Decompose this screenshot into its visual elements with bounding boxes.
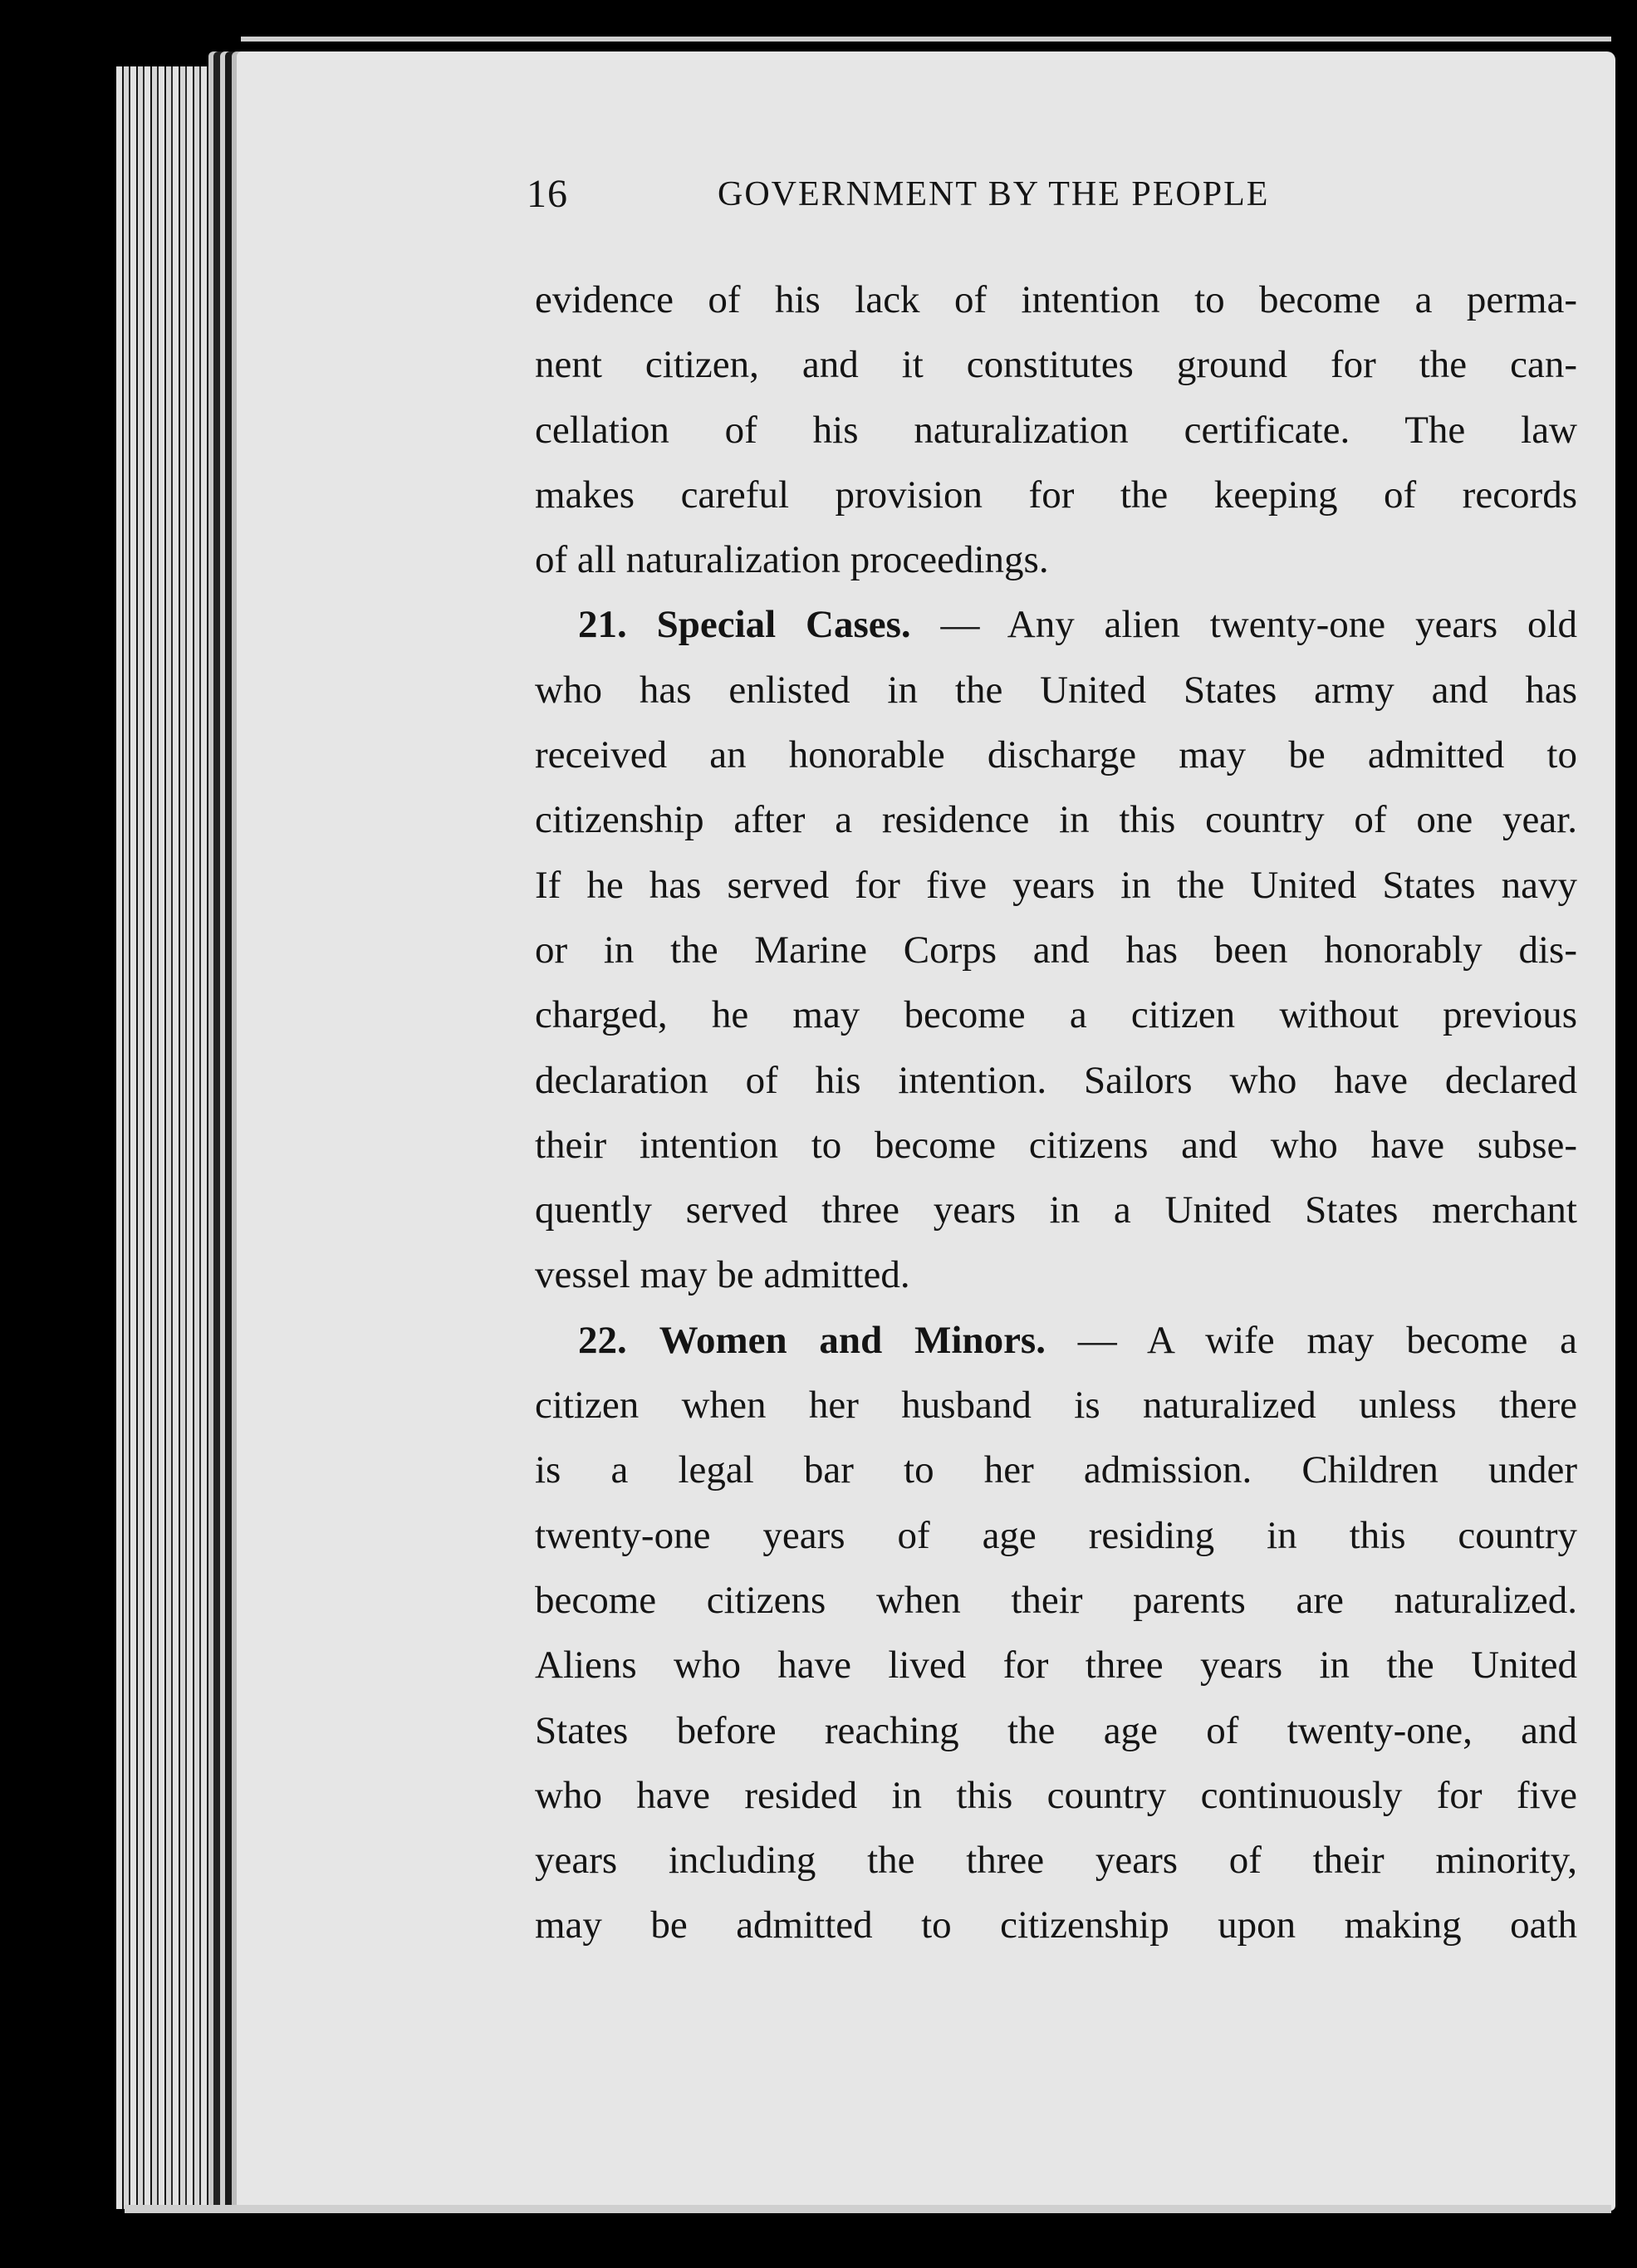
text-line: evidence of his lack of intention to become a perma- [535, 278, 1577, 321]
section-heading-line [535, 1308, 1577, 1373]
text-line: is a legal bar to her admission. Children under [535, 1448, 1577, 1492]
body-text [535, 267, 1577, 1958]
section-title: Special Cases. [656, 603, 911, 647]
page-stack-edges [116, 66, 237, 2209]
section-first-line: — A wife may become a [1045, 1318, 1578, 1362]
text-line: declaration of his intention. Sailors who have declared [535, 1058, 1577, 1102]
text-line: who has enlisted in the United States army and has [535, 668, 1577, 712]
page-number: 16 [527, 172, 568, 216]
section-first-line: — Any alien twenty-one years old [910, 603, 1578, 647]
text-line: quently served three years in a United States merchant [535, 1188, 1577, 1232]
text-line: twenty-one years of age residing in this country [535, 1513, 1577, 1557]
section-heading-line [535, 592, 1577, 657]
text-line: nent citizen, and it constitutes ground for the can- [535, 343, 1577, 387]
text-line: If he has served for five years in the United States navy [535, 863, 1577, 907]
text-line: citizen when her husband is naturalized unless there [535, 1384, 1577, 1428]
text-line: who have resided in this country continuously for five [535, 1773, 1577, 1817]
text-line: vessel may be admitted. [535, 1253, 910, 1297]
text-line: cellation of his naturalization certificate. The law [535, 408, 1577, 452]
text-line: of all naturalization proceedings. [535, 538, 1049, 582]
text-line: citizenship after a residence in this country of one year. [535, 798, 1577, 842]
text-line: received an honorable discharge may be admitted to [535, 733, 1577, 777]
text-line: may be admitted to citizenship upon making oath [535, 1903, 1577, 1947]
text-line: become citizens when their parents are naturalized. [535, 1578, 1577, 1622]
section-number: 22. [578, 1318, 627, 1362]
text-line: States before reaching the age of twenty-one, and [535, 1708, 1577, 1752]
text-line: years including the three years of their minority, [535, 1839, 1577, 1883]
page-header [527, 171, 1573, 221]
text-line: Aliens who have lived for three years in the United [535, 1643, 1577, 1688]
section-number: 21. [578, 603, 627, 647]
page-bottom-edge [125, 2205, 1611, 2213]
text-line: makes careful provision for the keeping of records [535, 473, 1577, 517]
text-line: their intention to become citizens and who have subse- [535, 1123, 1577, 1167]
page-top-edge [241, 37, 1611, 42]
text-line: or in the Marine Corps and has been honorably dis- [535, 928, 1577, 972]
text-line: charged, he may become a citizen without previous [535, 993, 1577, 1037]
section-title: Women and Minors. [659, 1318, 1046, 1362]
running-head: GOVERNMENT BY THE PEOPLE [718, 175, 1270, 213]
